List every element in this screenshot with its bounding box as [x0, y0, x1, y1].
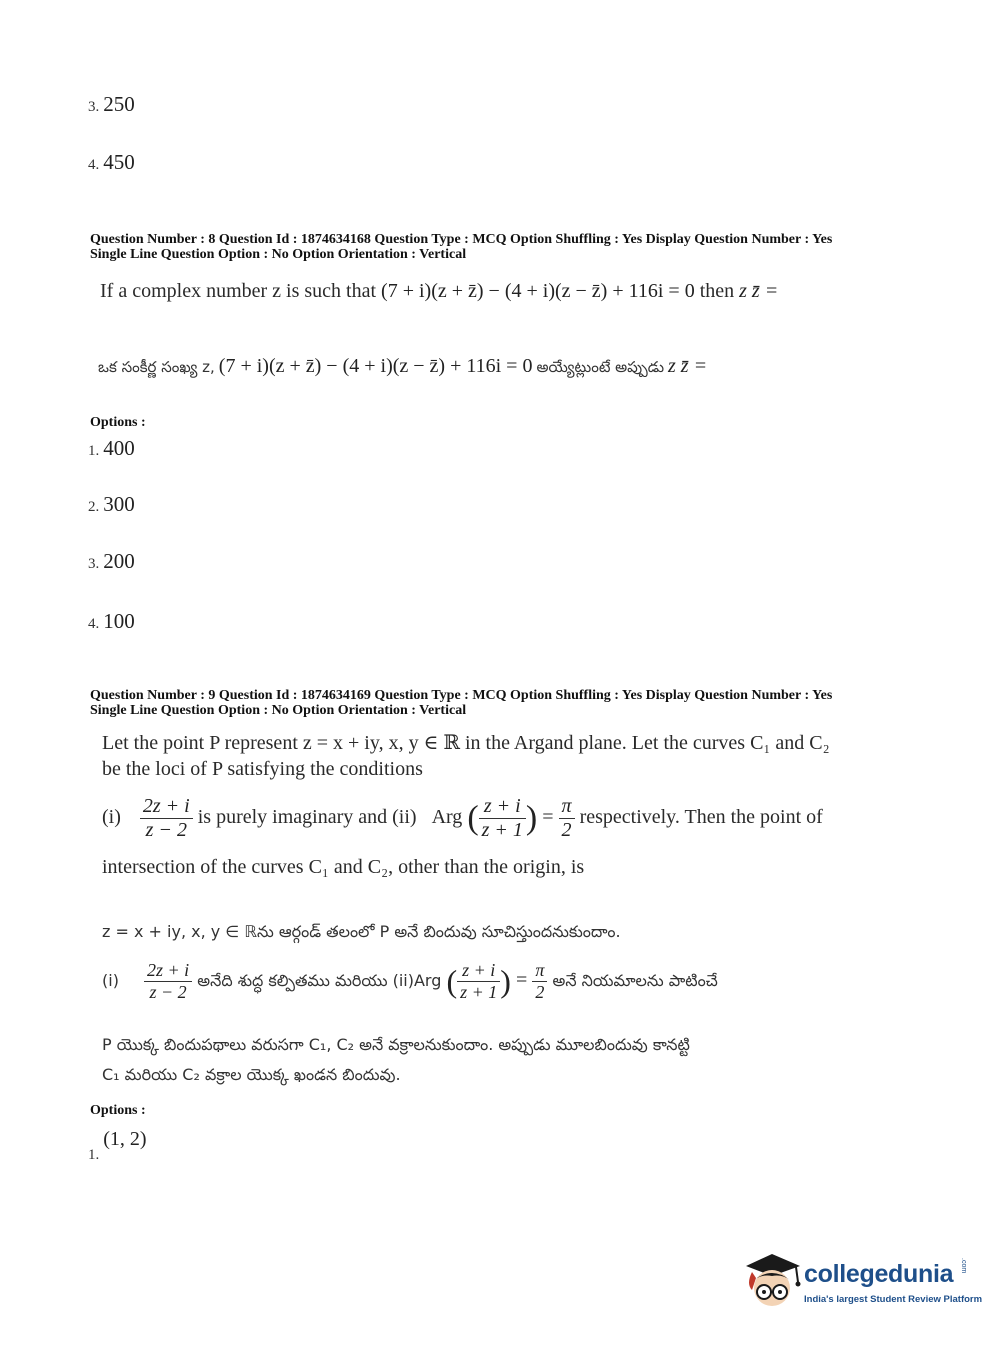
option-number: 3.: [88, 99, 100, 115]
option-number: 4.: [88, 157, 100, 173]
q8-then-te: అయ్యేట్లుంటే అప్పుడు: [536, 358, 665, 376]
prev-option-4[interactable]: [88, 150, 135, 175]
q9-te-pi-fraction: [532, 960, 547, 1003]
q8-result: z z̄ =: [739, 280, 779, 302]
q9-te-paren-open: (: [446, 963, 458, 999]
q9-fraction-1: [140, 795, 193, 842]
q9-te-frac2-top: z + i: [457, 960, 500, 982]
option-number: 4.: [88, 616, 100, 632]
option-number: 1.: [88, 443, 100, 459]
option-value: 100: [103, 609, 135, 633]
q9-meta-line2: Single Line Question Option : No Option Orientation : Vertical: [90, 703, 467, 718]
q9-te-pi-bot: 2: [535, 982, 545, 1002]
q8-meta-line2: Single Line Question Option : No Option Orientation : Vertical: [90, 247, 467, 262]
q9-te-line4: C₁ మరియు C₂ వక్రాల యొక్క ఖండన బిందువు.: [102, 1065, 401, 1084]
q9-cond-i: (i): [102, 806, 121, 829]
q8-option-2[interactable]: [88, 492, 135, 517]
collegedunia-logo: [742, 1250, 983, 1312]
q8-then: then: [699, 280, 735, 302]
q9-options-label: Options :: [90, 1103, 146, 1118]
q9-en-mid: is purely imaginary and (ii): [197, 806, 417, 829]
q9-te-eq-sign: =: [516, 969, 528, 991]
q9-te-paren-close: ): [500, 963, 511, 999]
q9-te-line3: P యొక్క బిందుపథాలు వరుసగా C₁, C₂ అనే వక్రాలనుకుందాం. అప్పుడు మూలబిందువు కానట్టి: [102, 1035, 690, 1054]
q8-meta-line1: Question Number : 8 Question Id : 1874634168 Question Type : MCQ Option Shuffling : Yes Display Question Number : Yes: [90, 232, 833, 247]
q8-result-te: z z̄ =: [668, 355, 708, 377]
option-value: 200: [103, 549, 135, 573]
q9-en-line2: be the loci of P satisfying the conditions: [102, 758, 423, 780]
q9-meta: [90, 688, 970, 718]
logo-tagline: India's largest Student Review Platform: [804, 1294, 983, 1305]
q8-text-te: [98, 355, 707, 380]
q9-pi-top: π: [559, 795, 575, 819]
q8-equation: (7 + i)(z + z̄) − (4 + i)(z − z̄) + 116i = 0: [381, 280, 695, 302]
logo-dotcom: .com: [960, 1258, 967, 1274]
q9-te-frac1-bot: z − 2: [149, 982, 187, 1002]
q9-te-cond-i: (i): [102, 971, 119, 990]
option-number: 2.: [88, 499, 100, 515]
q9-te-pi-top: π: [532, 960, 547, 982]
prev-option-3[interactable]: [88, 92, 135, 117]
q9-frac2-bot: z + 1: [481, 819, 523, 841]
q9-pi-fraction: [559, 795, 575, 842]
q9-en-line1: Let the point P represent z = x + iy, x, y ∈ ℝ in the Argand plane. Let the curves C₁ and C₂: [102, 732, 830, 754]
q9-te-end: అనే నియమాలను పాటించే: [552, 971, 718, 990]
q9-frac1-top: 2z + i: [140, 795, 193, 819]
q9-conditions-te: [102, 960, 718, 1003]
q8-option-1[interactable]: [88, 436, 135, 461]
option-value: 250: [103, 92, 135, 116]
option-number: 1.: [88, 1147, 100, 1163]
q9-paren-open: (: [467, 799, 479, 837]
q9-pi-bot: 2: [561, 819, 572, 841]
q9-te-fraction-2: [457, 960, 500, 1003]
option-value: 450: [103, 150, 135, 174]
q9-option-1[interactable]: [88, 1128, 147, 1163]
q9-te-fraction-1: [144, 960, 192, 1003]
option-value: 400: [103, 436, 135, 460]
q8-option-4[interactable]: [88, 609, 135, 634]
logo-name: collegedunia: [804, 1260, 954, 1288]
q9-te-block: [102, 1030, 902, 1090]
q9-conditions-en: [102, 795, 823, 842]
q9-meta-line1: Question Number : 9 Question Id : 1874634169 Question Type : MCQ Option Shuffling : Yes Display Question Number : Yes: [90, 688, 833, 703]
q9-fraction-2: [479, 795, 526, 842]
q9-te-frac2-bot: z + 1: [460, 982, 498, 1002]
q9-paren-close: ): [525, 799, 538, 837]
q8-equation-te: (7 + i)(z + z̄) − (4 + i)(z − z̄) + 116i = 0: [218, 355, 533, 377]
q9-frac1-bot: z − 2: [145, 819, 187, 841]
q8-options-label: Options :: [90, 415, 146, 430]
option-value: 300: [103, 492, 135, 516]
q9-eq-sign: =: [542, 806, 554, 829]
q9-te-line1: z = x + iy, x, y ∈ ℝను ఆర్గండ్ తలంలో P అనే బిందువు సూచిస్తుందనుకుందాం.: [102, 922, 621, 941]
option-number: 3.: [88, 556, 100, 572]
q9-en-end: respectively. Then the point of: [579, 806, 823, 829]
q8-option-3[interactable]: [88, 549, 135, 574]
q9-te-mid: అనేది శుద్ధ కల్పితము మరియు (ii)Arg: [197, 971, 442, 990]
q8-intro-te: ఒక సంకీర్ణ సంఖ్య z,: [98, 358, 215, 376]
q8-intro: If a complex number z is such that: [100, 280, 377, 302]
q9-arg: Arg: [431, 806, 463, 829]
q8-meta: [90, 232, 970, 262]
q9-en-line4: intersection of the curves C₁ and C₂, other than the origin, is: [102, 856, 585, 878]
mascot-icon: [742, 1250, 804, 1312]
option-value: (1, 2): [103, 1128, 147, 1150]
q9-te-frac1-top: 2z + i: [144, 960, 192, 982]
q9-text-en: [102, 730, 962, 782]
q9-frac2-top: z + i: [479, 795, 526, 819]
q8-text-en: [100, 280, 778, 303]
